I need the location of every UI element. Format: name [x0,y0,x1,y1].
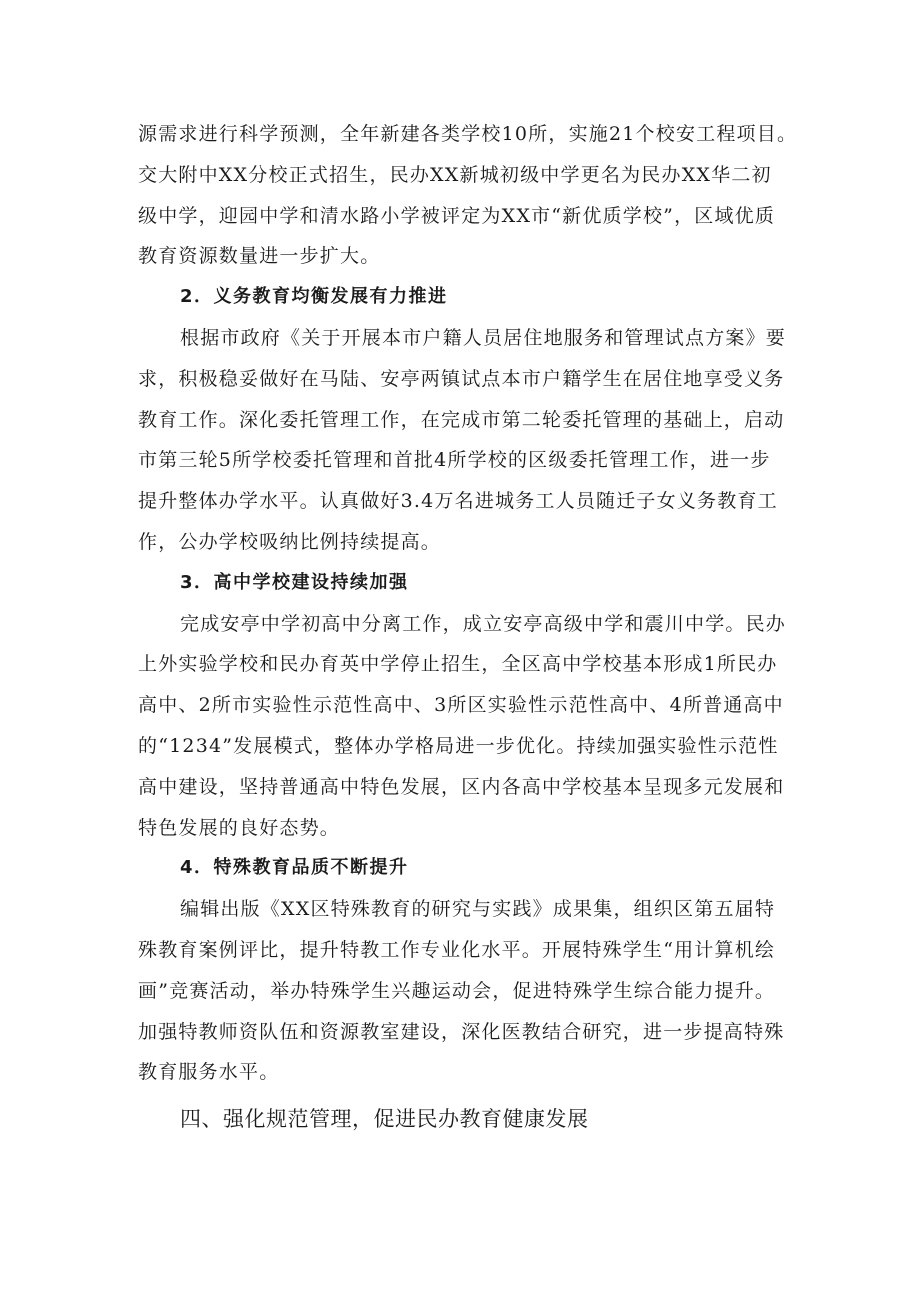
text-line: 教育资源数量进一步扩大。 [138,245,381,268]
text-line: 加强特教师资队伍和资源教室建设，深化医教结合研究，进一步提高特殊 [138,1020,785,1043]
text-line: 求，积极稳妥做好在马陆、安亭两镇试点本市户籍学生在居住地享受义务 [138,367,785,390]
text-line: 级中学，迎园中学和清水路小学被评定为XX市“新优质学校”，区域优质 [138,204,776,227]
document-body [138,114,798,1140]
section-2-paragraph [138,318,788,563]
section-3-paragraph [138,604,788,849]
text-line: 根据市政府《关于开展本市户籍人员居住地服务和管理试点方案》要 [180,326,787,349]
text-line: 提升整体办学水平。认真做好3.4万名进城务工人员随迁子女义务教育工 [138,490,778,513]
text-line: 作，公办学校吸纳比例持续提高。 [138,530,442,553]
text-line: 画”竞赛活动，举办特殊学生兴趣运动会，促进特殊学生综合能力提升。 [138,979,776,1002]
text-line: 高中、2所市实验性示范性高中、3所区实验性示范性高中、4所普通高中 [138,694,784,717]
text-line: 交大附中XX分校正式招生，民办XX新城初级中学更名为民办XX华二初 [138,163,772,186]
text-line: 教育服务水平。 [138,1061,280,1084]
text-line: 完成安亭中学初高中分离工作，成立安亭高级中学和震川中学。民办 [180,612,787,635]
text-line: 上外实验学校和民办育英中学停止招生，全区高中学校基本形成1所民办 [138,653,778,676]
chapter-4-heading: 四、强化规范管理，促进民办教育健康发展 [180,1107,589,1132]
text-line: 特色发展的良好态势。 [138,816,341,839]
text-line: 源需求进行科学预测，全年新建各类学校10所，实施21个校安工程项目。 [138,123,798,145]
text-line: 编辑出版《XX区特殊教育的研究与实践》成果集，组织区第五届特 [180,898,776,921]
text-line: 高中建设，坚持普通高中特色发展，区内各高中学校基本呈现多元发展和 [138,775,785,798]
section-4-paragraph [138,889,788,1093]
paragraph-intro [138,114,798,277]
section-2-heading: 2．义务教育均衡发展有力推进 [180,286,448,308]
text-line: 殊教育案例评比，提升特教工作专业化水平。开展特殊学生“用计算机绘 [138,938,776,961]
text-line: 教育工作。深化委托管理工作，在完成市第二轮委托管理的基础上，启动 [138,408,785,431]
text-line: 的“1234”发展模式，整体办学格局进一步优化。持续加强实验性示范性 [138,734,779,757]
text-line: 市第三轮5所学校委托管理和首批4所学校的区级委托管理工作，进一步 [138,449,771,472]
section-4-heading: 4．特殊教育品质不断提升 [180,857,409,879]
section-3-heading: 3．高中学校建设持续加强 [180,571,409,593]
